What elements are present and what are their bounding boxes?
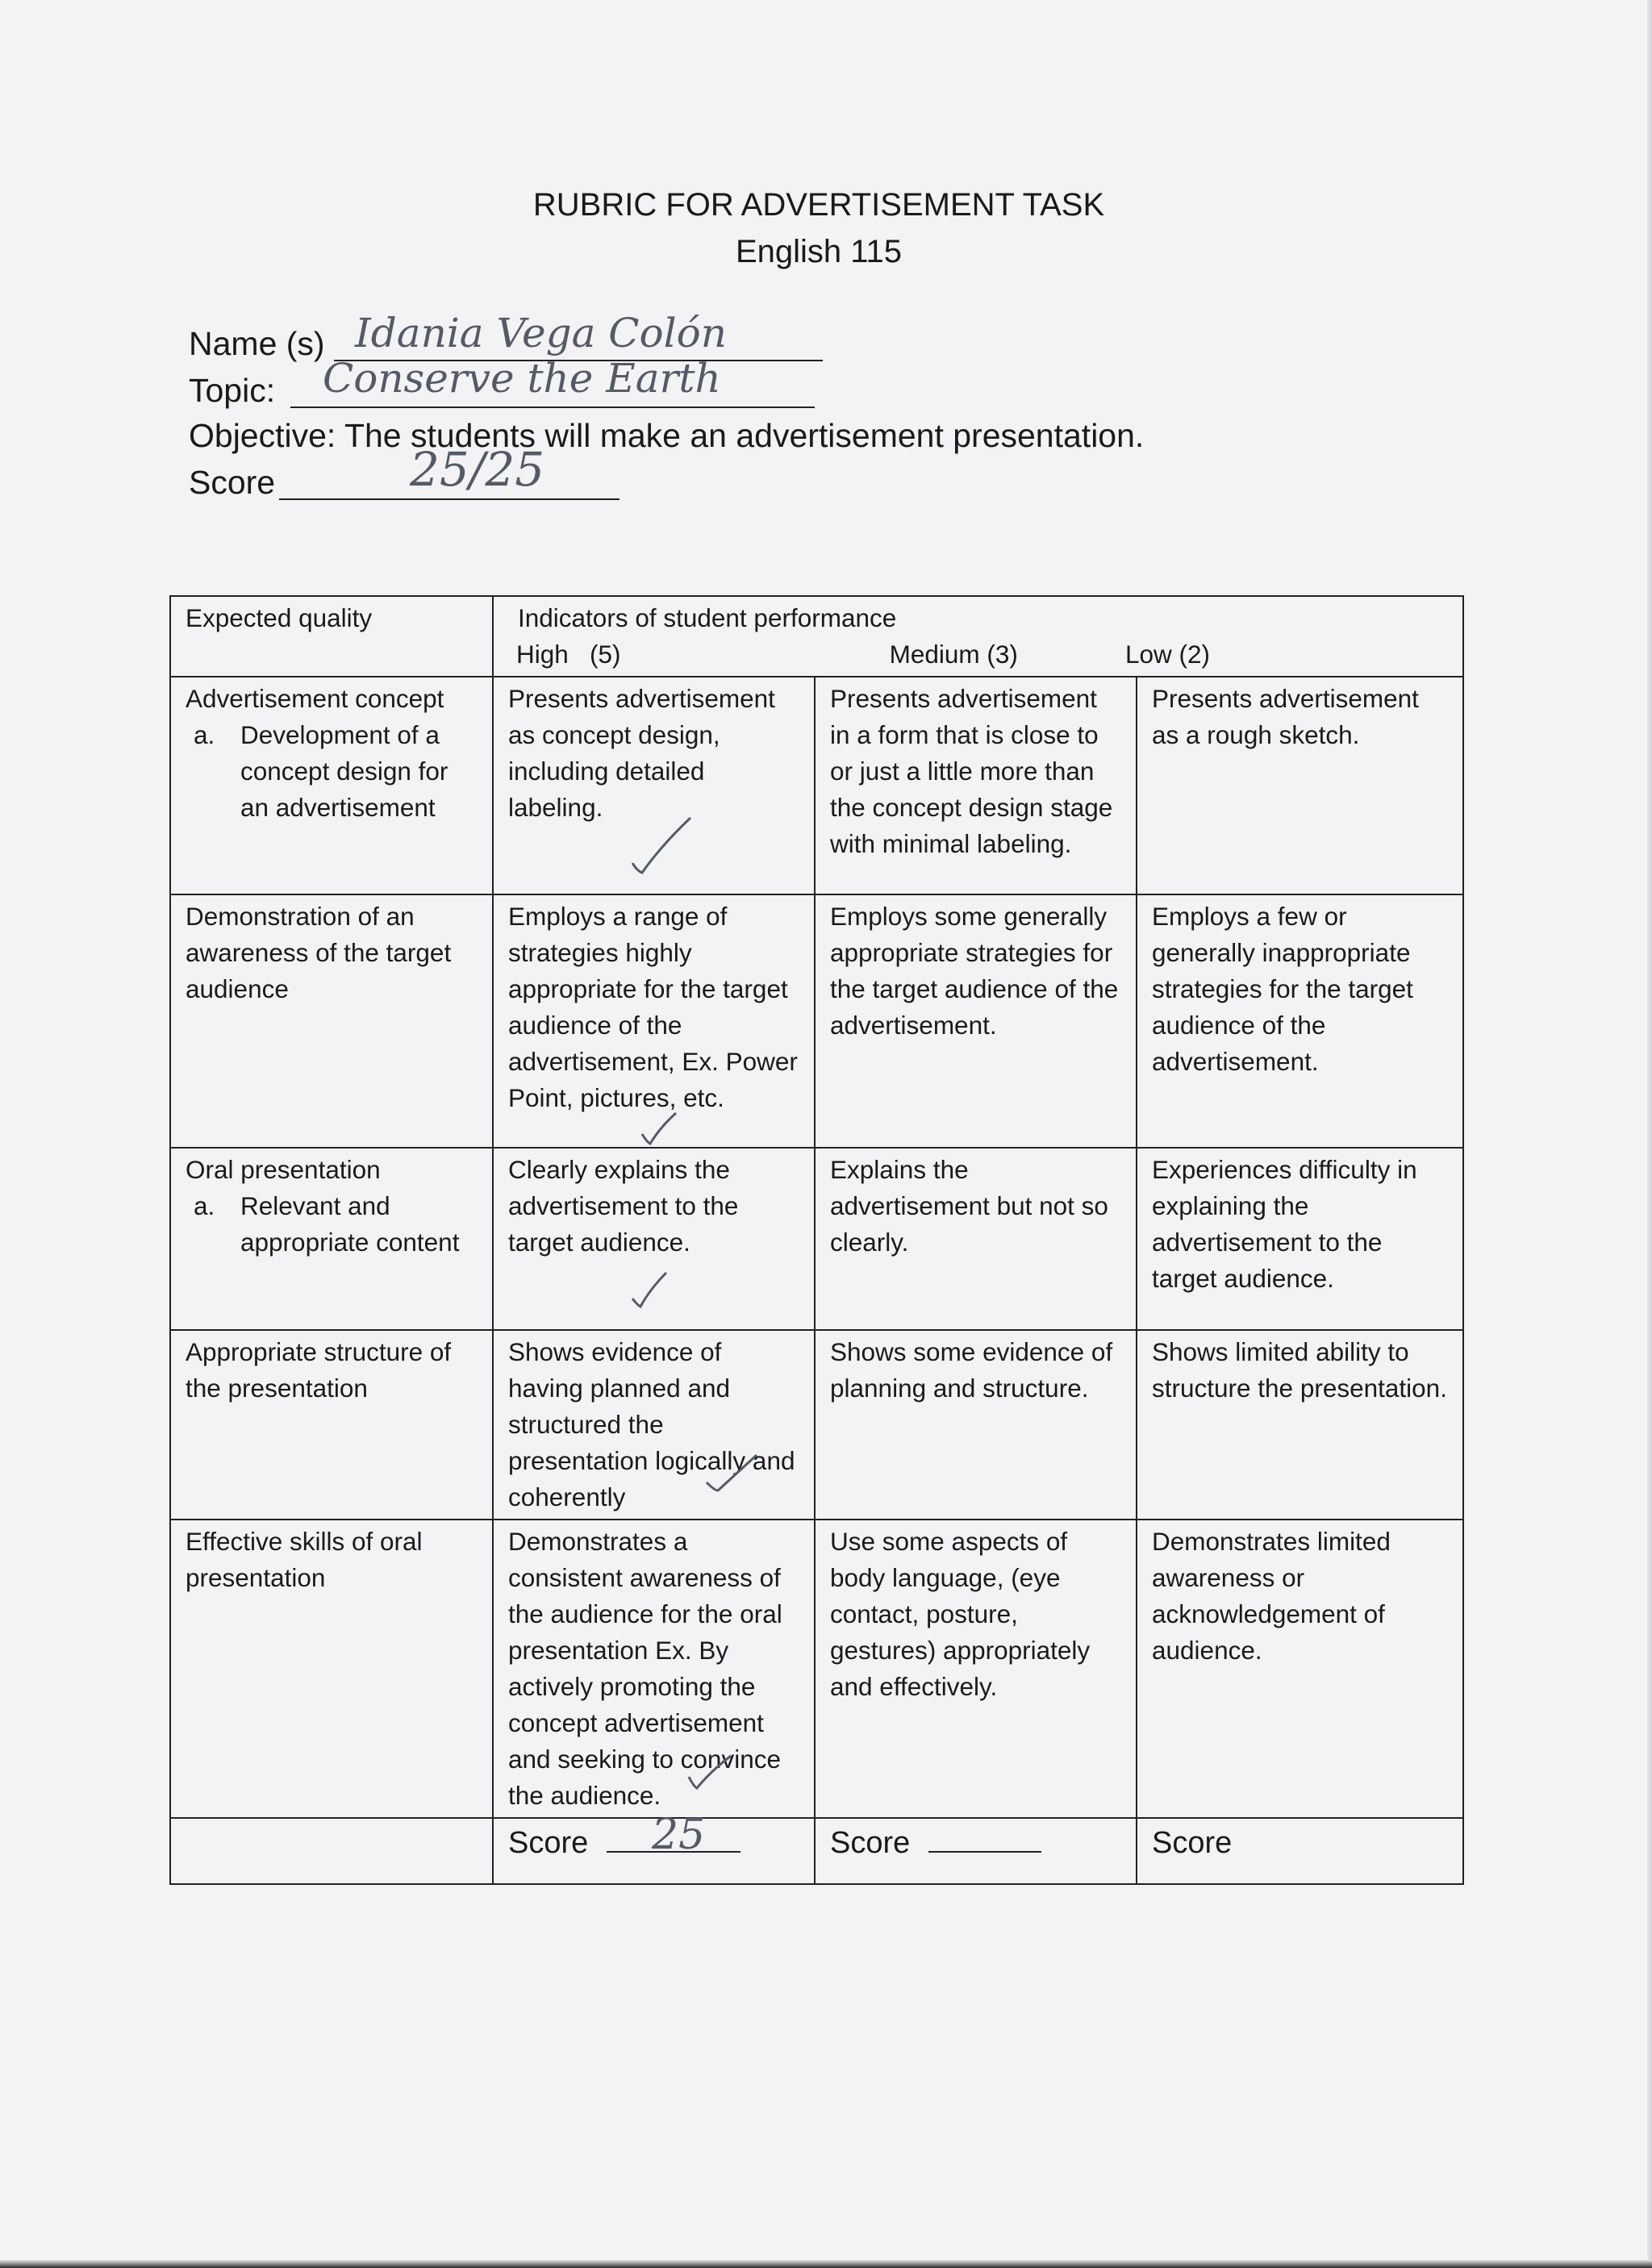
sub-letter: a. (194, 720, 215, 749)
table-footer-row (170, 1818, 1463, 1884)
criterion-label: Appropriate structure of the presentation (186, 1337, 452, 1403)
criterion-label: Effective skills of oral presentation (186, 1527, 423, 1592)
score-underline (279, 498, 620, 500)
medium-cell (815, 677, 1137, 894)
topic-underline (290, 406, 815, 408)
footer-empty-cell (170, 1818, 493, 1884)
checkmark-icon (629, 813, 694, 878)
criterion-cell (170, 894, 493, 1148)
header-levels (516, 636, 1210, 673)
header-low: Low (2) (1124, 640, 1210, 669)
medium-text: Shows some evidence of planning and structure. (830, 1337, 1113, 1403)
scan-bottom-edge (0, 2260, 1652, 2268)
criterion-cell (170, 1520, 493, 1818)
low-cell (1137, 677, 1463, 894)
criterion-sub (186, 717, 478, 826)
checkmark-icon (703, 1450, 760, 1499)
high-cell (493, 894, 815, 1148)
high-text: Employs a range of strategies highly appropriate for the target audience of the advertisement, Ex. Power Point, pictures, etc. (508, 902, 798, 1112)
medium-score-cell (815, 1818, 1137, 1884)
low-score-cell (1137, 1818, 1463, 1884)
low-score-label: Score (1152, 1826, 1233, 1860)
rubric-table (169, 595, 1464, 1885)
medium-cell (815, 1520, 1137, 1818)
low-cell (1137, 894, 1463, 1148)
table-row (170, 1520, 1463, 1818)
high-text: Demonstrates a consistent awareness of the audience for the oral presentation Ex. By actively promoting the concept advertisement and seeking to convince the audience. (508, 1527, 782, 1810)
high-text: Shows evidence of having planned and structured the presentation logically and coherently (508, 1337, 795, 1511)
criterion-label: Demonstration of an awareness of the target audience (186, 902, 452, 1003)
low-cell (1137, 1148, 1463, 1330)
document-title: RUBRIC FOR ADVERTISEMENT TASK (532, 187, 1105, 223)
low-cell (1137, 1520, 1463, 1818)
checkmark-icon (686, 1753, 734, 1793)
sub-letter: a. (194, 1191, 215, 1220)
high-score-handwritten: 25 (652, 1811, 706, 1859)
medium-text: Use some aspects of body language, (eye contact, posture, gestures) appropriately and effectively. (830, 1527, 1091, 1701)
header-medium: Medium (3) (889, 640, 1018, 669)
medium-cell (815, 1148, 1137, 1330)
table-row (170, 1330, 1463, 1520)
low-text: Demonstrates limited awareness or acknowledgement of audience. (1152, 1527, 1391, 1665)
checkmark-icon (629, 1269, 670, 1310)
table-header-row (170, 596, 1463, 677)
header-indicators-label: Indicators of student performance (518, 603, 897, 632)
header-expected-quality (170, 596, 493, 677)
criterion-cell (170, 1148, 493, 1330)
table-row (170, 894, 1463, 1148)
high-text: Presents advertisement as concept design, including detailed labeling. (508, 684, 775, 822)
topic-label: Topic: (189, 372, 276, 409)
score-field (189, 461, 275, 503)
objective: Objective: The students will make an advertisement presentation. (189, 417, 1145, 454)
high-cell (493, 1148, 815, 1330)
criterion-sub (186, 1188, 478, 1261)
medium-text: Employs some generally appropriate strategies for the target audience of the advertisement. (830, 902, 1119, 1040)
high-score-cell (493, 1811, 815, 1884)
sub-text: Relevant and appropriate content (240, 1191, 460, 1257)
score-handwritten: 25/25 (410, 442, 545, 497)
medium-cell (815, 894, 1137, 1148)
low-text: Experiences difficulty in explaining the advertisement to the target audience. (1152, 1155, 1417, 1293)
high-score-label: Score (508, 1826, 589, 1860)
page-edge (1647, 0, 1652, 2268)
table-row (170, 1148, 1463, 1330)
medium-text: Explains the advertisement but not so clearly. (830, 1155, 1108, 1257)
course-name: English 115 (735, 234, 903, 269)
criterion-label: Oral presentation (186, 1155, 381, 1184)
checkmark-icon (639, 1110, 679, 1150)
medium-score-line (928, 1824, 1041, 1853)
low-cell (1137, 1330, 1463, 1520)
medium-cell (815, 1330, 1137, 1520)
table-row (170, 677, 1463, 894)
name-field (189, 323, 325, 365)
header-high: High (5) (516, 640, 621, 669)
sub-text: Development of a concept design for an advertisement (240, 720, 448, 822)
medium-text: Presents advertisement in a form that is close to or just a little more than the concept design stage with minimal labeling. (830, 684, 1113, 858)
low-text: Employs a few or generally inappropriate strategies for the target audience of the advertisement. (1152, 902, 1413, 1076)
high-text: Clearly explains the advertisement to the target audience. (508, 1155, 739, 1257)
topic-field (189, 369, 275, 411)
score-label: Score (189, 464, 276, 501)
criterion-label: Advertisement concept (186, 684, 444, 713)
name-label: Name (s) (189, 325, 325, 362)
name-handwritten: Idania Vega Colón (355, 310, 727, 356)
low-text: Shows limited ability to structure the presentation. (1152, 1337, 1447, 1403)
header-indicators (493, 596, 1463, 677)
criterion-cell (170, 677, 493, 894)
medium-score-label: Score (830, 1826, 911, 1860)
topic-handwritten: Conserve the Earth (323, 355, 721, 402)
high-cell (493, 677, 815, 894)
high-cell (493, 1520, 815, 1818)
low-text: Presents advertisement as a rough sketch. (1152, 684, 1419, 749)
header-expected-quality-label: Expected quality (186, 603, 373, 632)
high-cell (493, 1330, 815, 1520)
criterion-cell (170, 1330, 493, 1520)
